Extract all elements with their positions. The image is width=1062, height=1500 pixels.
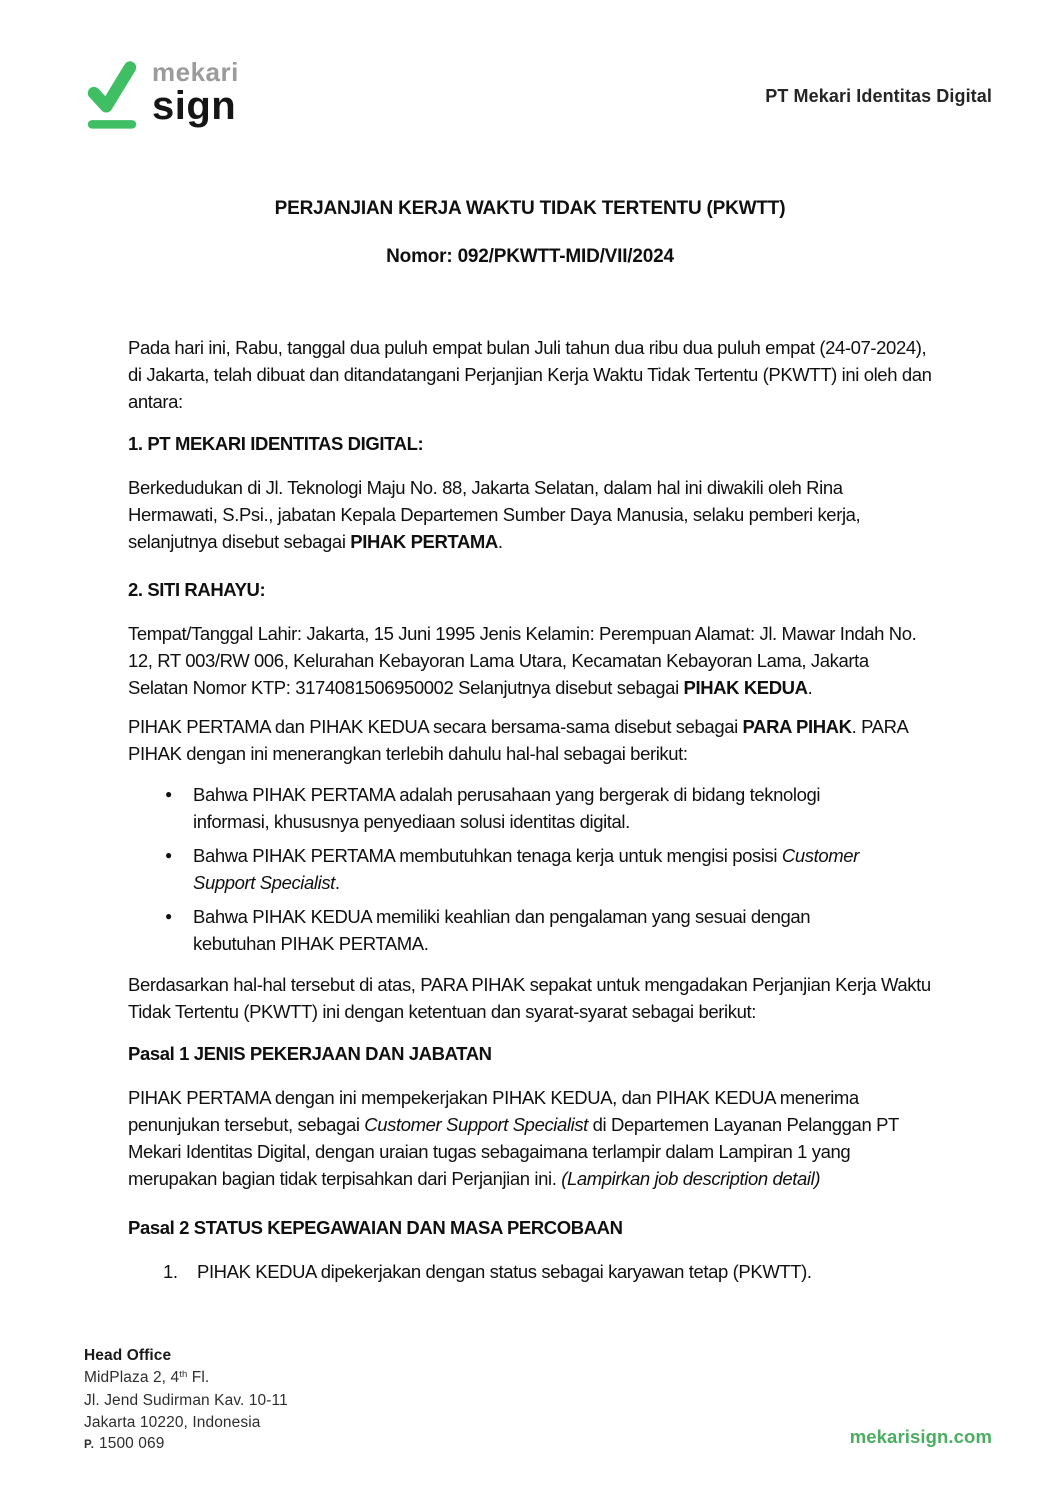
bullet-item	[128, 842, 932, 896]
paragraph	[128, 474, 932, 555]
text-segment: MidPlaza 2, 4	[84, 1368, 180, 1386]
bullet-dot-icon: ●	[165, 787, 172, 801]
text-segment: Bahwa PIHAK PERTAMA adalah perusahaan yang bergerak di bidang teknologi informasi, khususnya penyediaan solusi identitas digital.	[193, 784, 821, 832]
text-segment: PIHAK PERTAMA dan PIHAK KEDUA secara bersama-sama disebut sebagai	[128, 716, 743, 737]
logo-wordmark	[152, 58, 239, 126]
text-segment: (Lampirkan job description detail)	[561, 1168, 821, 1189]
text-segment: Berkedudukan di Jl. Teknologi Maju No. 88, Jakarta Selatan, dalam hal ini diwakili oleh Rina Hermawati, S.Psi., jabatan Kepala Departemen Sumber Daya Manusia, selaku pemberi kerja, selanjutnya disebut sebagai	[128, 477, 861, 552]
bullet-dot-icon: ●	[165, 909, 172, 923]
footer-address-block	[84, 1345, 288, 1457]
text-segment: Berdasarkan hal-hal tersebut di atas, PARA PIHAK sepakat untuk mengadakan Perjanjian Kerja Waktu Tidak Tertentu (PKWTT) ini dengan ketentuan dan syarat-syarat sebagai berikut:	[128, 974, 931, 1022]
address-line-3: Jakarta 10220, Indonesia	[84, 1413, 261, 1431]
text-segment: Tempat/Tanggal Lahir: Jakarta, 15 Juni 1995 Jenis Kelamin: Perempuan Alamat: Jl. Mawar Indah No. 12, RT 003/RW 006, Kelurahan Kebayoran Lama Utara, Kecamatan Kebayoran Lama, Jakarta Selatan Nomor KTP: 3174081506950002 Selanjutnya disebut sebagai	[128, 623, 917, 698]
paragraph	[128, 971, 932, 1025]
numbered-list	[128, 1258, 932, 1285]
document-title: PERJANJIAN KERJA WAKTU TIDAK TERTENTU (PKWTT)	[274, 198, 786, 219]
text-segment: P.	[84, 1439, 95, 1451]
bullet-item	[128, 781, 932, 835]
bullet-text	[193, 781, 885, 835]
paragraph	[128, 620, 932, 701]
text-segment: PIHAK PERTAMA	[350, 531, 498, 552]
check-underline-icon	[84, 58, 140, 132]
text-segment: .	[807, 677, 813, 698]
bullet-text	[193, 903, 885, 957]
bullet-list	[128, 781, 932, 957]
text-segment: PIHAK KEDUA dipekerjakan dengan status sebagai karyawan tetap (PKWTT).	[197, 1261, 812, 1282]
text-segment: Customer Support Specialist	[364, 1114, 588, 1135]
document-content	[128, 195, 932, 1285]
logo-word-sign: sign	[152, 84, 237, 128]
paragraph	[128, 334, 932, 415]
section-heading: Pasal 2 STATUS KEPEGAWAIAN DAN MASA PERCOBAAN	[128, 1217, 623, 1238]
text-segment: .	[334, 872, 340, 893]
text-segment: Bahwa PIHAK KEDUA memiliki keahlian dan pengalaman yang sesuai dengan kebutuhan PIHAK PERTAMA.	[193, 906, 811, 954]
text-segment: di Departemen Layanan Pelanggan PT Mekari Identitas Digital, dengan uraian tugas sebagaimana terlampir dalam Lampiran 1 yang merupakan bagian tidak terpisahkan dari Perjanjian ini.	[128, 1114, 899, 1189]
text-segment: PIHAK KEDUA	[683, 677, 808, 698]
address-line-1	[84, 1367, 288, 1391]
company-name-header: PT Mekari Identitas Digital	[765, 86, 992, 106]
section-heading: Pasal 1 JENIS PEKERJAAN DAN JABATAN	[128, 1043, 492, 1064]
text-segment: th	[179, 1368, 188, 1380]
text-segment: PARA PIHAK	[742, 716, 852, 737]
paragraph	[128, 1084, 932, 1192]
phone-line	[84, 1433, 288, 1457]
numbered-text	[197, 1258, 889, 1285]
bullet-item	[128, 903, 932, 957]
document-number: Nomor: 092/PKWTT-MID/VII/2024	[386, 246, 674, 267]
section-heading: 2. SITI RAHAYU:	[128, 579, 266, 600]
bullet-text	[193, 842, 885, 896]
address-line-2: Jl. Jend Sudirman Kav. 10-11	[84, 1392, 288, 1409]
bullet-dot-icon: ●	[165, 848, 172, 862]
document-body	[128, 334, 932, 1285]
numbered-item	[128, 1258, 932, 1285]
mekari-sign-logo	[84, 58, 239, 132]
text-segment: Pada hari ini, Rabu, tanggal dua puluh empat bulan Juli tahun dua ribu dua puluh empat (24-07-2024), di Jakarta, telah dibuat dan ditandatangani Perjanjian Kerja Waktu Tidak Tertentu (PKWTT) ini oleh dan antara:	[128, 337, 932, 412]
section-heading: 1. PT MEKARI IDENTITAS DIGITAL:	[128, 433, 424, 454]
text-segment: Bahwa PIHAK PERTAMA membutuhkan tenaga kerja untuk mengisi posisi	[193, 845, 782, 866]
text-segment: . PARA PIHAK dengan ini menerangkan terlebih dahulu hal-hal sebagai berikut:	[128, 716, 908, 764]
website-link[interactable]: mekarisign.com	[849, 1426, 992, 1447]
text-segment: .	[497, 531, 503, 552]
text-segment: 1500 069	[94, 1435, 165, 1452]
head-office-label: Head Office	[84, 1347, 172, 1364]
paragraph	[128, 713, 932, 767]
list-number: 1.	[163, 1261, 178, 1282]
text-segment: Customer Support Specialist	[193, 845, 859, 893]
text-segment: PIHAK PERTAMA dengan ini mempekerjakan PIHAK KEDUA, dan PIHAK KEDUA menerima penunjukan tersebut, sebagai	[128, 1087, 859, 1135]
text-segment: Fl.	[187, 1368, 210, 1386]
logo-word-mekari: mekari	[152, 57, 239, 87]
